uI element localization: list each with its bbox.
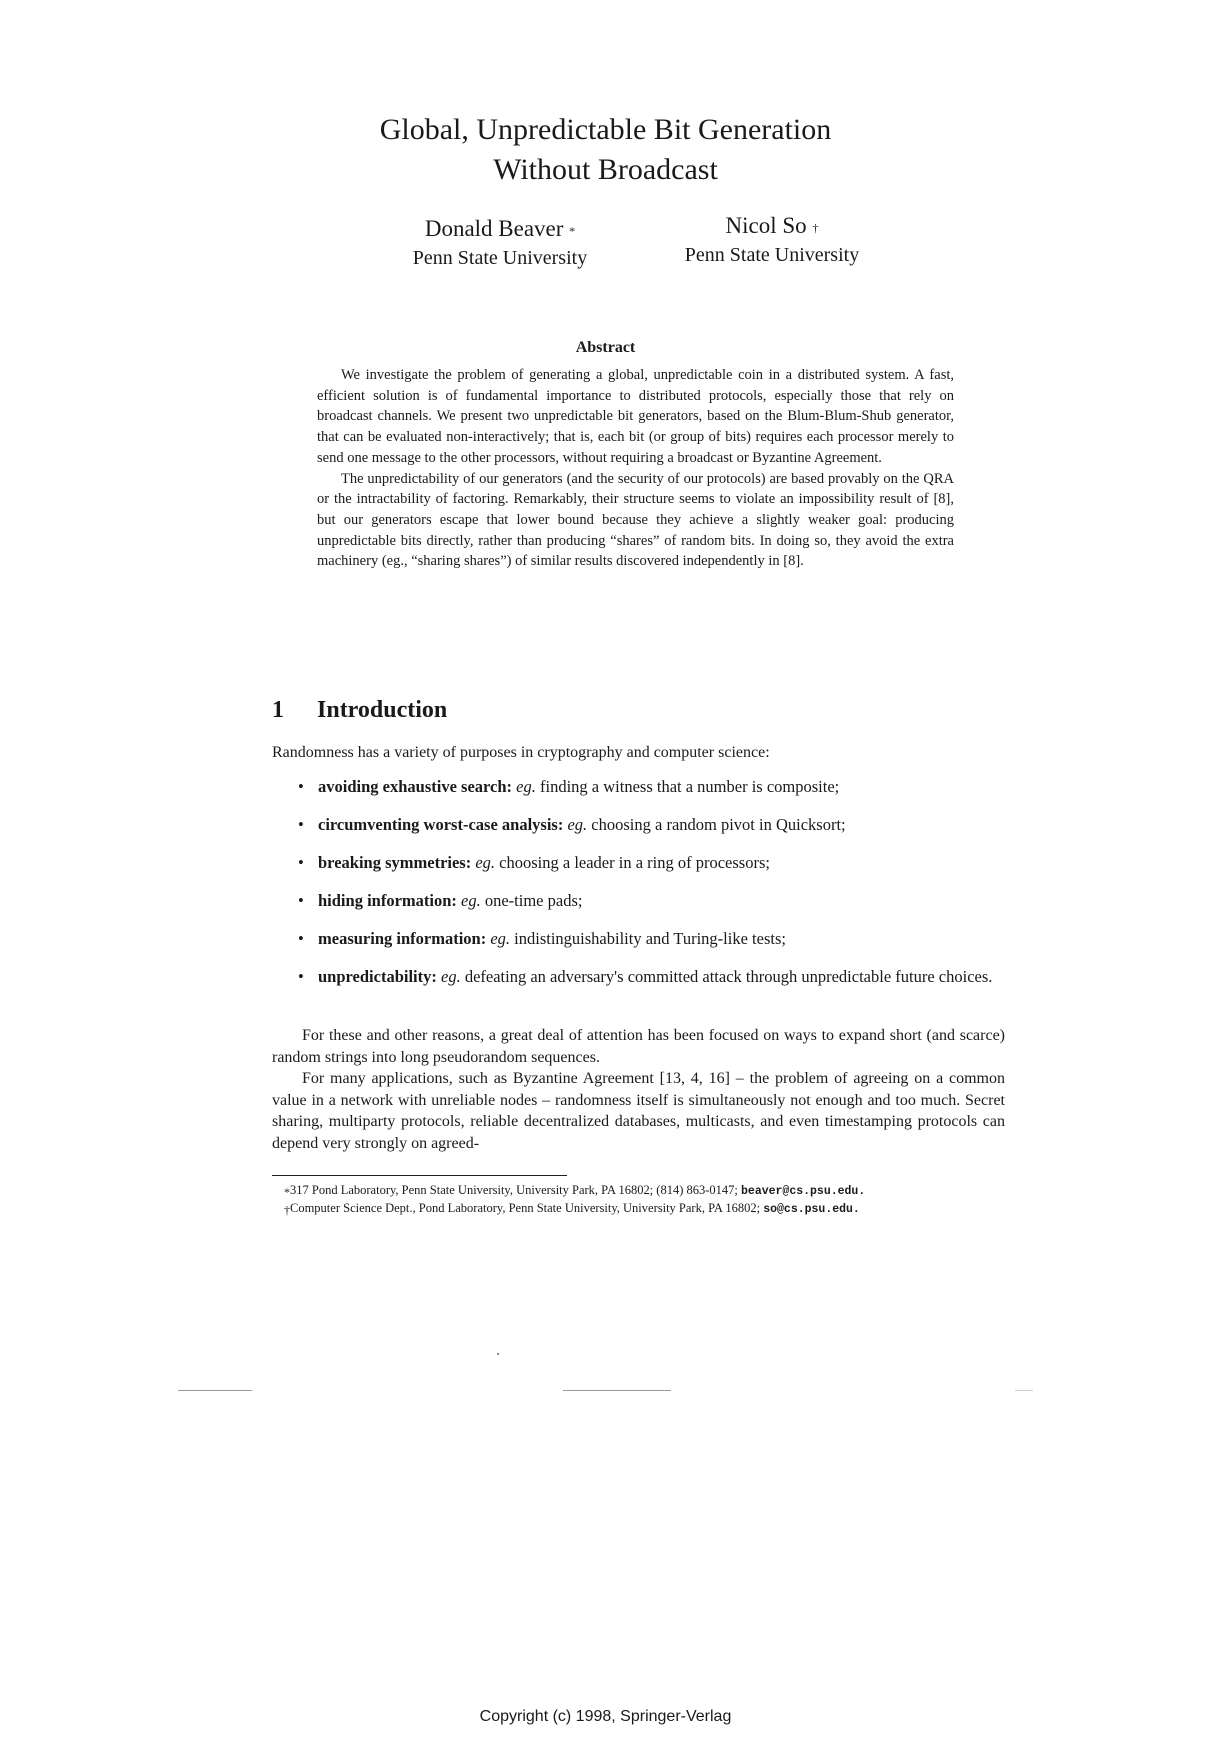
footnote-1-email: beaver@cs.psu.edu.	[741, 1185, 866, 1198]
list-item: • circumventing worst-case analysis: eg. choosing a random pivot in Quicksort;	[298, 814, 1004, 836]
footnote-2: †Computer Science Dept., Pond Laboratory, Penn State University, University Park, PA 16802; so@cs.psu.edu.	[284, 1201, 860, 1217]
scan-artifact-line	[178, 1390, 252, 1391]
scan-artifact-line	[1015, 1390, 1033, 1391]
intro-sentence: Randomness has a variety of purposes in cryptography and computer science:	[272, 744, 770, 761]
author-1	[370, 215, 630, 271]
author-1-name: Donald Beaver	[424, 216, 564, 241]
list-item: • unpredictability: eg. defeating an adversary's committed attack through unpredictable future choices.	[298, 966, 1004, 988]
author-1-affiliation: Penn State University	[412, 247, 588, 269]
footnotes	[272, 1182, 1005, 1218]
section-title: Introduction	[317, 697, 448, 723]
author-1-mark: *	[569, 224, 576, 238]
body-text	[272, 1025, 1005, 1154]
title-line-2: Without Broadcast	[493, 153, 718, 186]
scan-artifact-line	[563, 1390, 671, 1391]
paper-title	[0, 110, 1211, 190]
abstract-paragraph-1: We investigate the problem of generating a global, unpredictable coin in a distributed system. A fast, efficient solution is of fundamental importance to distributed protocols, especially those that rely on broadcast channels. We present two unpredictable bit generators, based on the Blum-Blum-Shub generator, that can be evaluated non-interactively; that is, each bit (or group of bits) requires each processor merely to send one message to the other processors, without requiring a broadcast or Byzantine Agreement.	[317, 367, 954, 466]
list-item: • measuring information: eg. indistinguishability and Turing-like tests;	[298, 928, 1004, 950]
footnote-2-email: so@cs.psu.edu.	[763, 1203, 860, 1216]
abstract-paragraph-2: The unpredictability of our generators (and the security of our protocols) are based provably on the QRA or the intractability of factoring. Remarkably, their structure seems to violate an impossibility result of [8], but our generators escape that lower bound because they achieve a slightly weaker goal: producing unpredictable bits directly, rather than producing “shares” of random bits. In doing so, they avoid the extra machinery (eg., “sharing shares”) of similar results discovered independently in [8].	[317, 470, 954, 570]
title-line-1: Global, Unpredictable Bit Generation	[379, 113, 832, 146]
purposes-list	[298, 776, 1004, 1004]
footnote-rule	[272, 1175, 567, 1176]
abstract	[317, 365, 954, 572]
copyright-notice: Copyright (c) 1998, Springer-Verlag	[479, 1708, 732, 1725]
list-item: • avoiding exhaustive search: eg. finding a witness that a number is composite;	[298, 776, 1004, 798]
section-heading	[272, 695, 447, 725]
body-paragraph-2: For many applications, such as Byzantine Agreement [13, 4, 16] – the problem of agreeing on a common value in a network with unreliable nodes – randomness itself is simultaneously not enough and too much. Secret sharing, multiparty protocols, reliable decentralized databases, multicasts, and even timestamping protocols can depend very strongly on agreed-	[272, 1070, 1005, 1152]
author-2-name: Nicol So	[725, 213, 807, 238]
author-2	[642, 212, 902, 268]
section-number: 1	[272, 697, 284, 723]
author-2-affiliation: Penn State University	[684, 244, 860, 266]
scan-artifact-dot	[497, 1353, 499, 1355]
footnote-1: *317 Pond Laboratory, Penn State University, University Park, PA 16802; (814) 863-0147; beaver@cs.psu.edu.	[284, 1183, 866, 1199]
author-2-mark: †	[812, 221, 819, 235]
list-item: • breaking symmetries: eg. choosing a leader in a ring of processors;	[298, 852, 1004, 874]
body-paragraph-1: For these and other reasons, a great deal of attention has been focused on ways to expand short (and scarce) random strings into long pseudorandom sequences.	[272, 1027, 1005, 1066]
abstract-heading: Abstract	[575, 339, 636, 356]
list-item: • hiding information: eg. one-time pads;	[298, 890, 1004, 912]
